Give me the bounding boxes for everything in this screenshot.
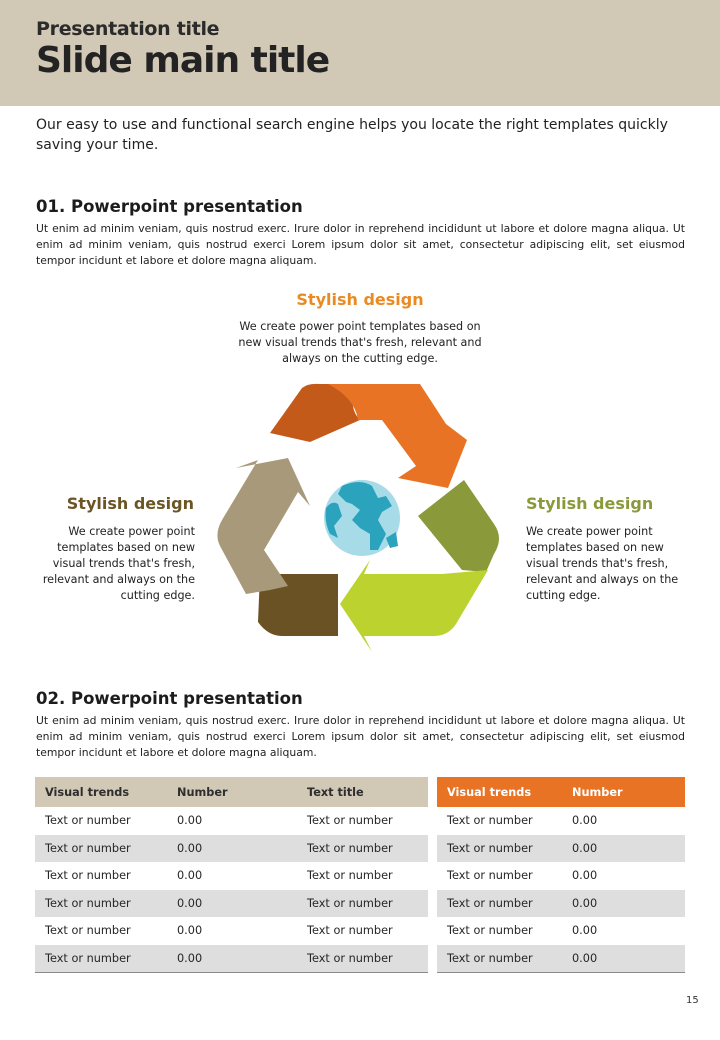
table-row	[35, 862, 428, 890]
table-row	[437, 945, 685, 973]
column-header: Number	[562, 777, 685, 807]
table-cell: 0.00	[177, 924, 203, 938]
right-arrow-tail	[418, 480, 499, 572]
column-header: Text title	[297, 777, 428, 807]
feature-right-title: Stylish design	[526, 494, 654, 513]
table-cell: 0.00	[167, 945, 297, 973]
table-cell: Text or number	[297, 835, 428, 863]
left-arrow-head	[217, 458, 310, 594]
table-cell: 0.00	[572, 869, 598, 883]
left-data-table	[35, 777, 428, 973]
table-cell: 0.00	[177, 814, 203, 828]
feature-left-text: We create power point templates based on new visual trends that's fresh, relevant and always on the cutting edge.	[42, 525, 195, 602]
column-header: Visual trends	[35, 777, 167, 807]
table-cell: 0.00	[562, 945, 685, 973]
feature-top-text: We create power point templates based on new visual trends that's fresh, relevant and always on the cutting edge.	[238, 320, 482, 365]
slide-main-title: Slide main title	[36, 40, 330, 81]
section-2-title: 02. Powerpoint presentation	[36, 689, 303, 708]
table-row	[437, 862, 685, 890]
table-cell: Text or number	[45, 814, 131, 828]
table-row	[437, 890, 685, 918]
table-cell: Text or number	[437, 945, 562, 973]
table-cell: Text or number	[447, 814, 533, 828]
table-cell: Text or number	[297, 945, 428, 973]
table-cell: Text or number	[45, 924, 131, 938]
table-cell: 0.00	[572, 924, 598, 938]
page-number: 15	[686, 995, 699, 1006]
table-cell: Text or number	[447, 924, 533, 938]
section-1-title: 01. Powerpoint presentation	[36, 197, 303, 216]
table-cell: 0.00	[177, 869, 203, 883]
feature-left-title: Stylish design	[66, 494, 194, 513]
table-cell: Text or number	[35, 890, 167, 918]
feature-right-text: We create power point templates based on new visual trends that's fresh, relevant and always on the cutting edge.	[526, 525, 679, 602]
table-row	[437, 917, 685, 945]
table-cell: Text or number	[35, 945, 167, 973]
column-header: Number	[167, 777, 297, 807]
table-row	[35, 917, 428, 945]
section-1-body: Ut enim ad minim veniam, quis nostrud exerc. Irure dolor in reprehend incididunt ut labore et dolore magna aliqua. Ut enim ad minim veniam, quis nostrud exerci Lorem ipsum dolor sit amet, consectetur adipiscing elit, set eiusmod tempor incidunt et labore et dolore magna aliquam.	[36, 222, 685, 267]
table-cell: Text or number	[297, 890, 428, 918]
table-cell: Text or number	[447, 869, 533, 883]
globe-icon	[324, 480, 400, 556]
table-row	[437, 835, 685, 863]
table-cell: 0.00	[572, 814, 598, 828]
table-row	[35, 945, 428, 973]
top-arrow-head	[328, 384, 467, 488]
header-band	[0, 0, 720, 106]
recycle-arrows-icon	[210, 378, 510, 658]
table-header-row	[437, 777, 685, 807]
column-header: Visual trends	[437, 777, 562, 807]
feature-top-title: Stylish design	[296, 290, 424, 309]
table-row	[437, 807, 685, 835]
table-cell: Text or number	[437, 835, 562, 863]
intro-text: Our easy to use and functional search engine helps you locate the right templates quickly saving your time.	[36, 117, 668, 153]
table-row	[35, 807, 428, 835]
table-cell: Text or number	[45, 869, 131, 883]
table-cell: 0.00	[562, 890, 685, 918]
table-cell: Text or number	[307, 869, 393, 883]
table-cell: Text or number	[307, 814, 393, 828]
table-cell: 0.00	[167, 890, 297, 918]
presentation-title: Presentation title	[36, 18, 220, 40]
table-cell: Text or number	[35, 835, 167, 863]
right-arrow-head	[340, 560, 488, 652]
table-row	[35, 890, 428, 918]
table-cell: 0.00	[562, 835, 685, 863]
right-data-table	[437, 777, 685, 973]
table-cell: Text or number	[307, 924, 393, 938]
table-cell: Text or number	[437, 890, 562, 918]
table-header-row	[35, 777, 428, 807]
table-cell: 0.00	[167, 835, 297, 863]
table-row	[35, 835, 428, 863]
section-2-body: Ut enim ad minim veniam, quis nostrud exerc. Irure dolor in reprehend incididunt ut labore et dolore magna aliqua. Ut enim ad minim veniam, quis nostrud exerci Lorem ipsum dolor sit amet, consectetur adipiscing elit, set eiusmod tempor incidunt et labore et dolore magna aliquam.	[36, 714, 685, 759]
